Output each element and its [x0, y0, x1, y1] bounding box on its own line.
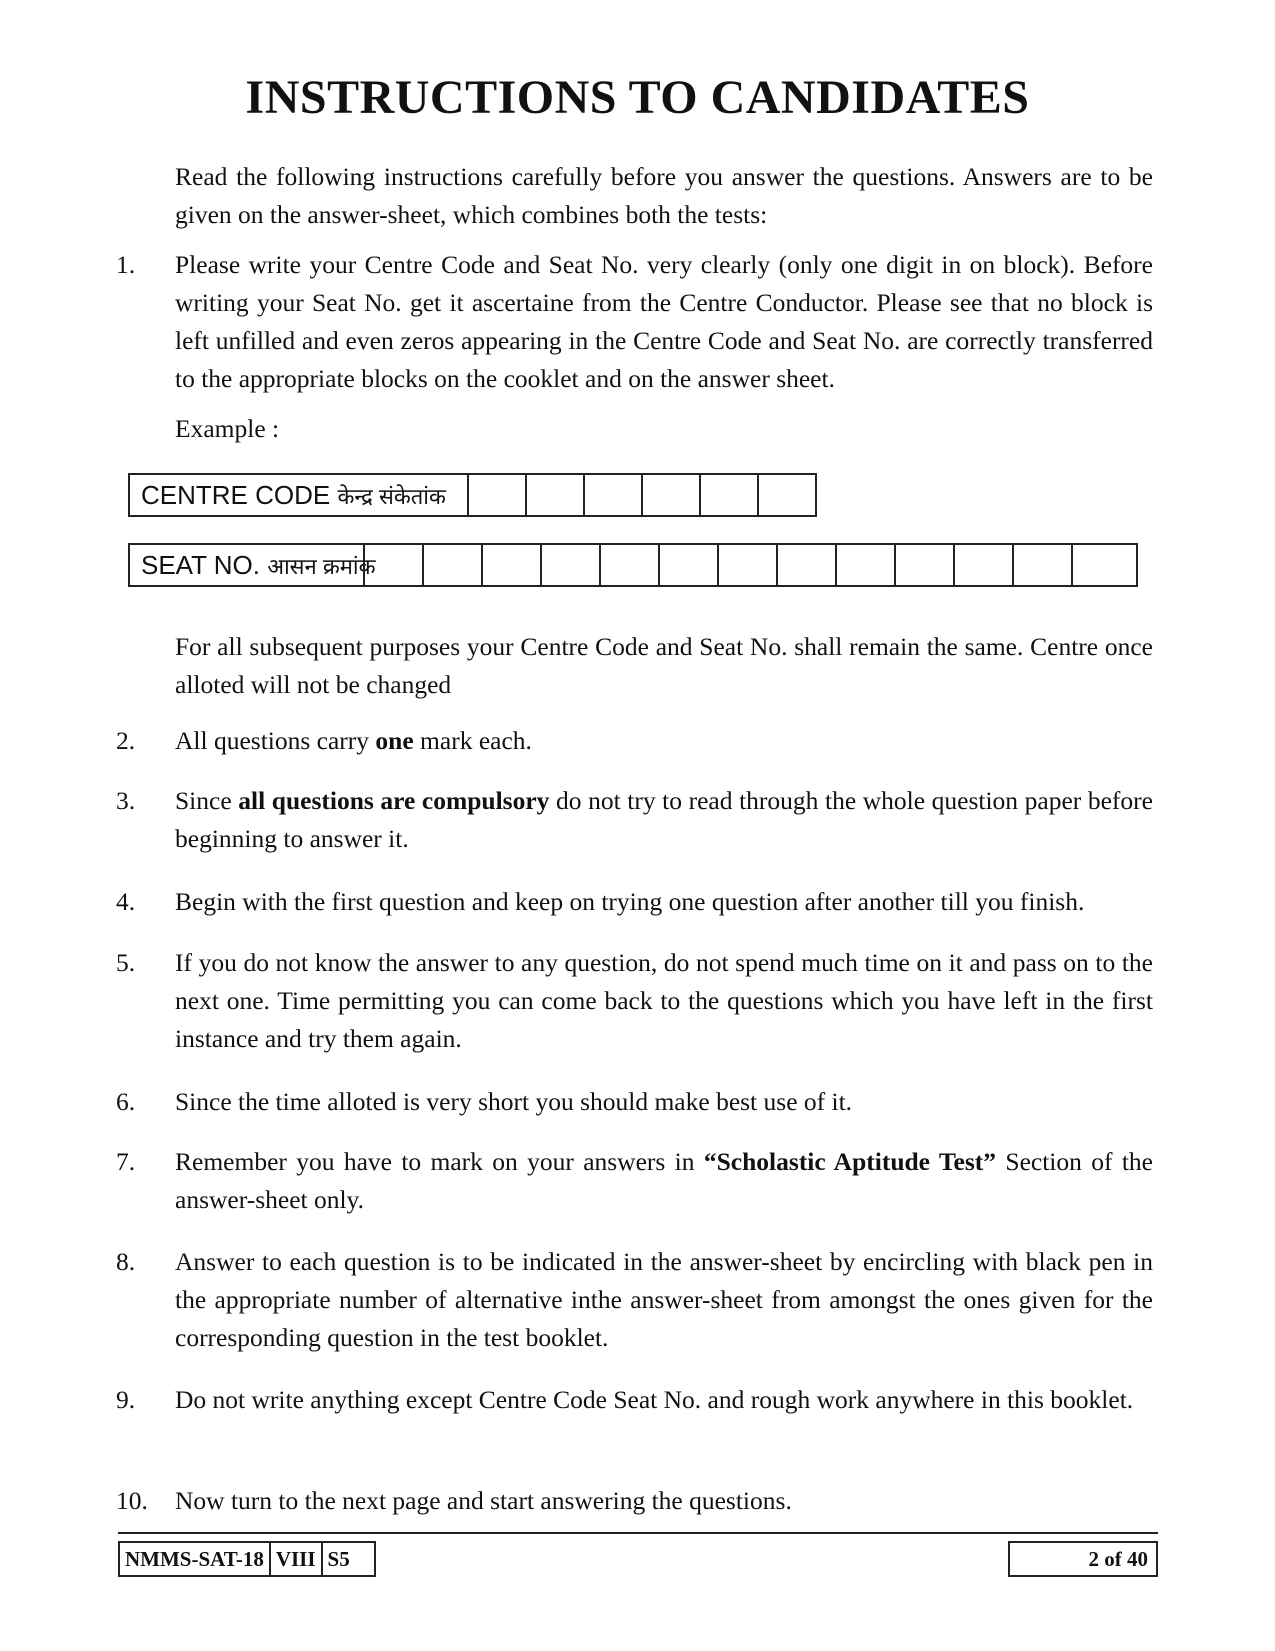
centre-code-cell	[583, 475, 641, 515]
seat-no-cell	[776, 545, 835, 585]
footer-code-box	[118, 1541, 376, 1577]
seat-no-cell	[481, 545, 540, 585]
item-number: 2.	[116, 726, 136, 755]
page-title: INSTRUCTIONS TO CANDIDATES	[245, 71, 1030, 124]
footer-exam-code: NMMS-SAT-18	[125, 1547, 264, 1571]
item-number: 1.	[116, 250, 136, 279]
item-number: 8.	[116, 1247, 136, 1276]
seat-no-box	[128, 543, 1138, 587]
item-text: Now turn to the next page and start answering the questions.	[175, 1486, 792, 1515]
centre-code-label: CENTRE CODE केन्द्र संकेतांक	[141, 480, 446, 510]
centre-code-cell	[467, 475, 525, 515]
item-text: Answer to each question is to be indicated in the answer-sheet by encircling with black pen in the appropriate number of alternative inthe answer-sheet from amongst the ones given for the corresponding question in the test booklet.	[175, 1247, 1153, 1352]
seat-no-cell	[599, 545, 658, 585]
centre-code-cell	[699, 475, 757, 515]
item-number: 6.	[116, 1087, 136, 1116]
item-number: 10.	[116, 1486, 148, 1515]
seat-no-cell	[658, 545, 717, 585]
seat-no-cell	[953, 545, 1012, 585]
centre-code-cell	[757, 475, 815, 515]
seat-no-cell	[540, 545, 599, 585]
footer-rule	[118, 1532, 1158, 1534]
intro-paragraph: Read the following instructions carefully before you answer the questions. Answers are to be given on the answer-sheet, which combines both the tests:	[175, 162, 1153, 229]
footer-set: S5	[321, 1543, 374, 1575]
seat-no-label: SEAT NO. आसन क्रमांक	[141, 550, 376, 580]
after-example-paragraph: For all subsequent purposes your Centre Code and Seat No. shall remain the same. Centre once alloted will not be changed	[175, 632, 1153, 699]
item-text: Do not write anything except Centre Code Seat No. and rough work anywhere in this booklet.	[175, 1385, 1134, 1414]
item-text: Please write your Centre Code and Seat No. very clearly (only one digit in on block). Before writing your Seat No. get it ascertaine from the Centre Conductor. Please see that no block is left unfilled and even zeros appearing in the Centre Code and Seat No. are correctly transferred to the appropriate blocks on the cooklet and on the answer sheet.	[175, 250, 1153, 393]
item-number: 5.	[116, 948, 136, 977]
seat-no-cell	[1071, 545, 1130, 585]
item-text: All questions carry one mark each.	[175, 726, 532, 755]
item-number: 4.	[116, 887, 136, 916]
centre-code-cell	[641, 475, 699, 515]
footer-page-number: 2 of 40	[1088, 1547, 1148, 1571]
item-text: Since all questions are compulsory do not try to read through the whole question paper before beginning to answer it.	[175, 786, 1153, 853]
seat-no-cell	[835, 545, 894, 585]
item-text: Remember you have to mark on your answers in “Scholastic Aptitude Test” Section of the answer-sheet only.	[175, 1147, 1153, 1214]
seat-no-cell	[717, 545, 776, 585]
item-number: 9.	[116, 1385, 136, 1414]
item-number: 7.	[116, 1147, 136, 1176]
example-label: Example :	[175, 414, 280, 443]
item-text: If you do not know the answer to any question, do not spend much time on it and pass on to the next one. Time permitting you can come back to the questions which you have left in the first instance and try them again.	[175, 948, 1153, 1053]
seat-no-cell	[422, 545, 481, 585]
footer-page-box	[1008, 1541, 1158, 1577]
item-number: 3.	[116, 786, 136, 815]
footer-class: VIII	[269, 1543, 321, 1575]
item-text: Begin with the first question and keep on trying one question after another till you finish.	[175, 887, 1085, 916]
seat-no-cell	[363, 545, 422, 585]
item-text: Since the time alloted is very short you should make best use of it.	[175, 1087, 853, 1116]
centre-code-cell	[525, 475, 583, 515]
seat-no-cell	[1012, 545, 1071, 585]
seat-no-cell	[894, 545, 953, 585]
centre-code-box	[128, 473, 817, 517]
